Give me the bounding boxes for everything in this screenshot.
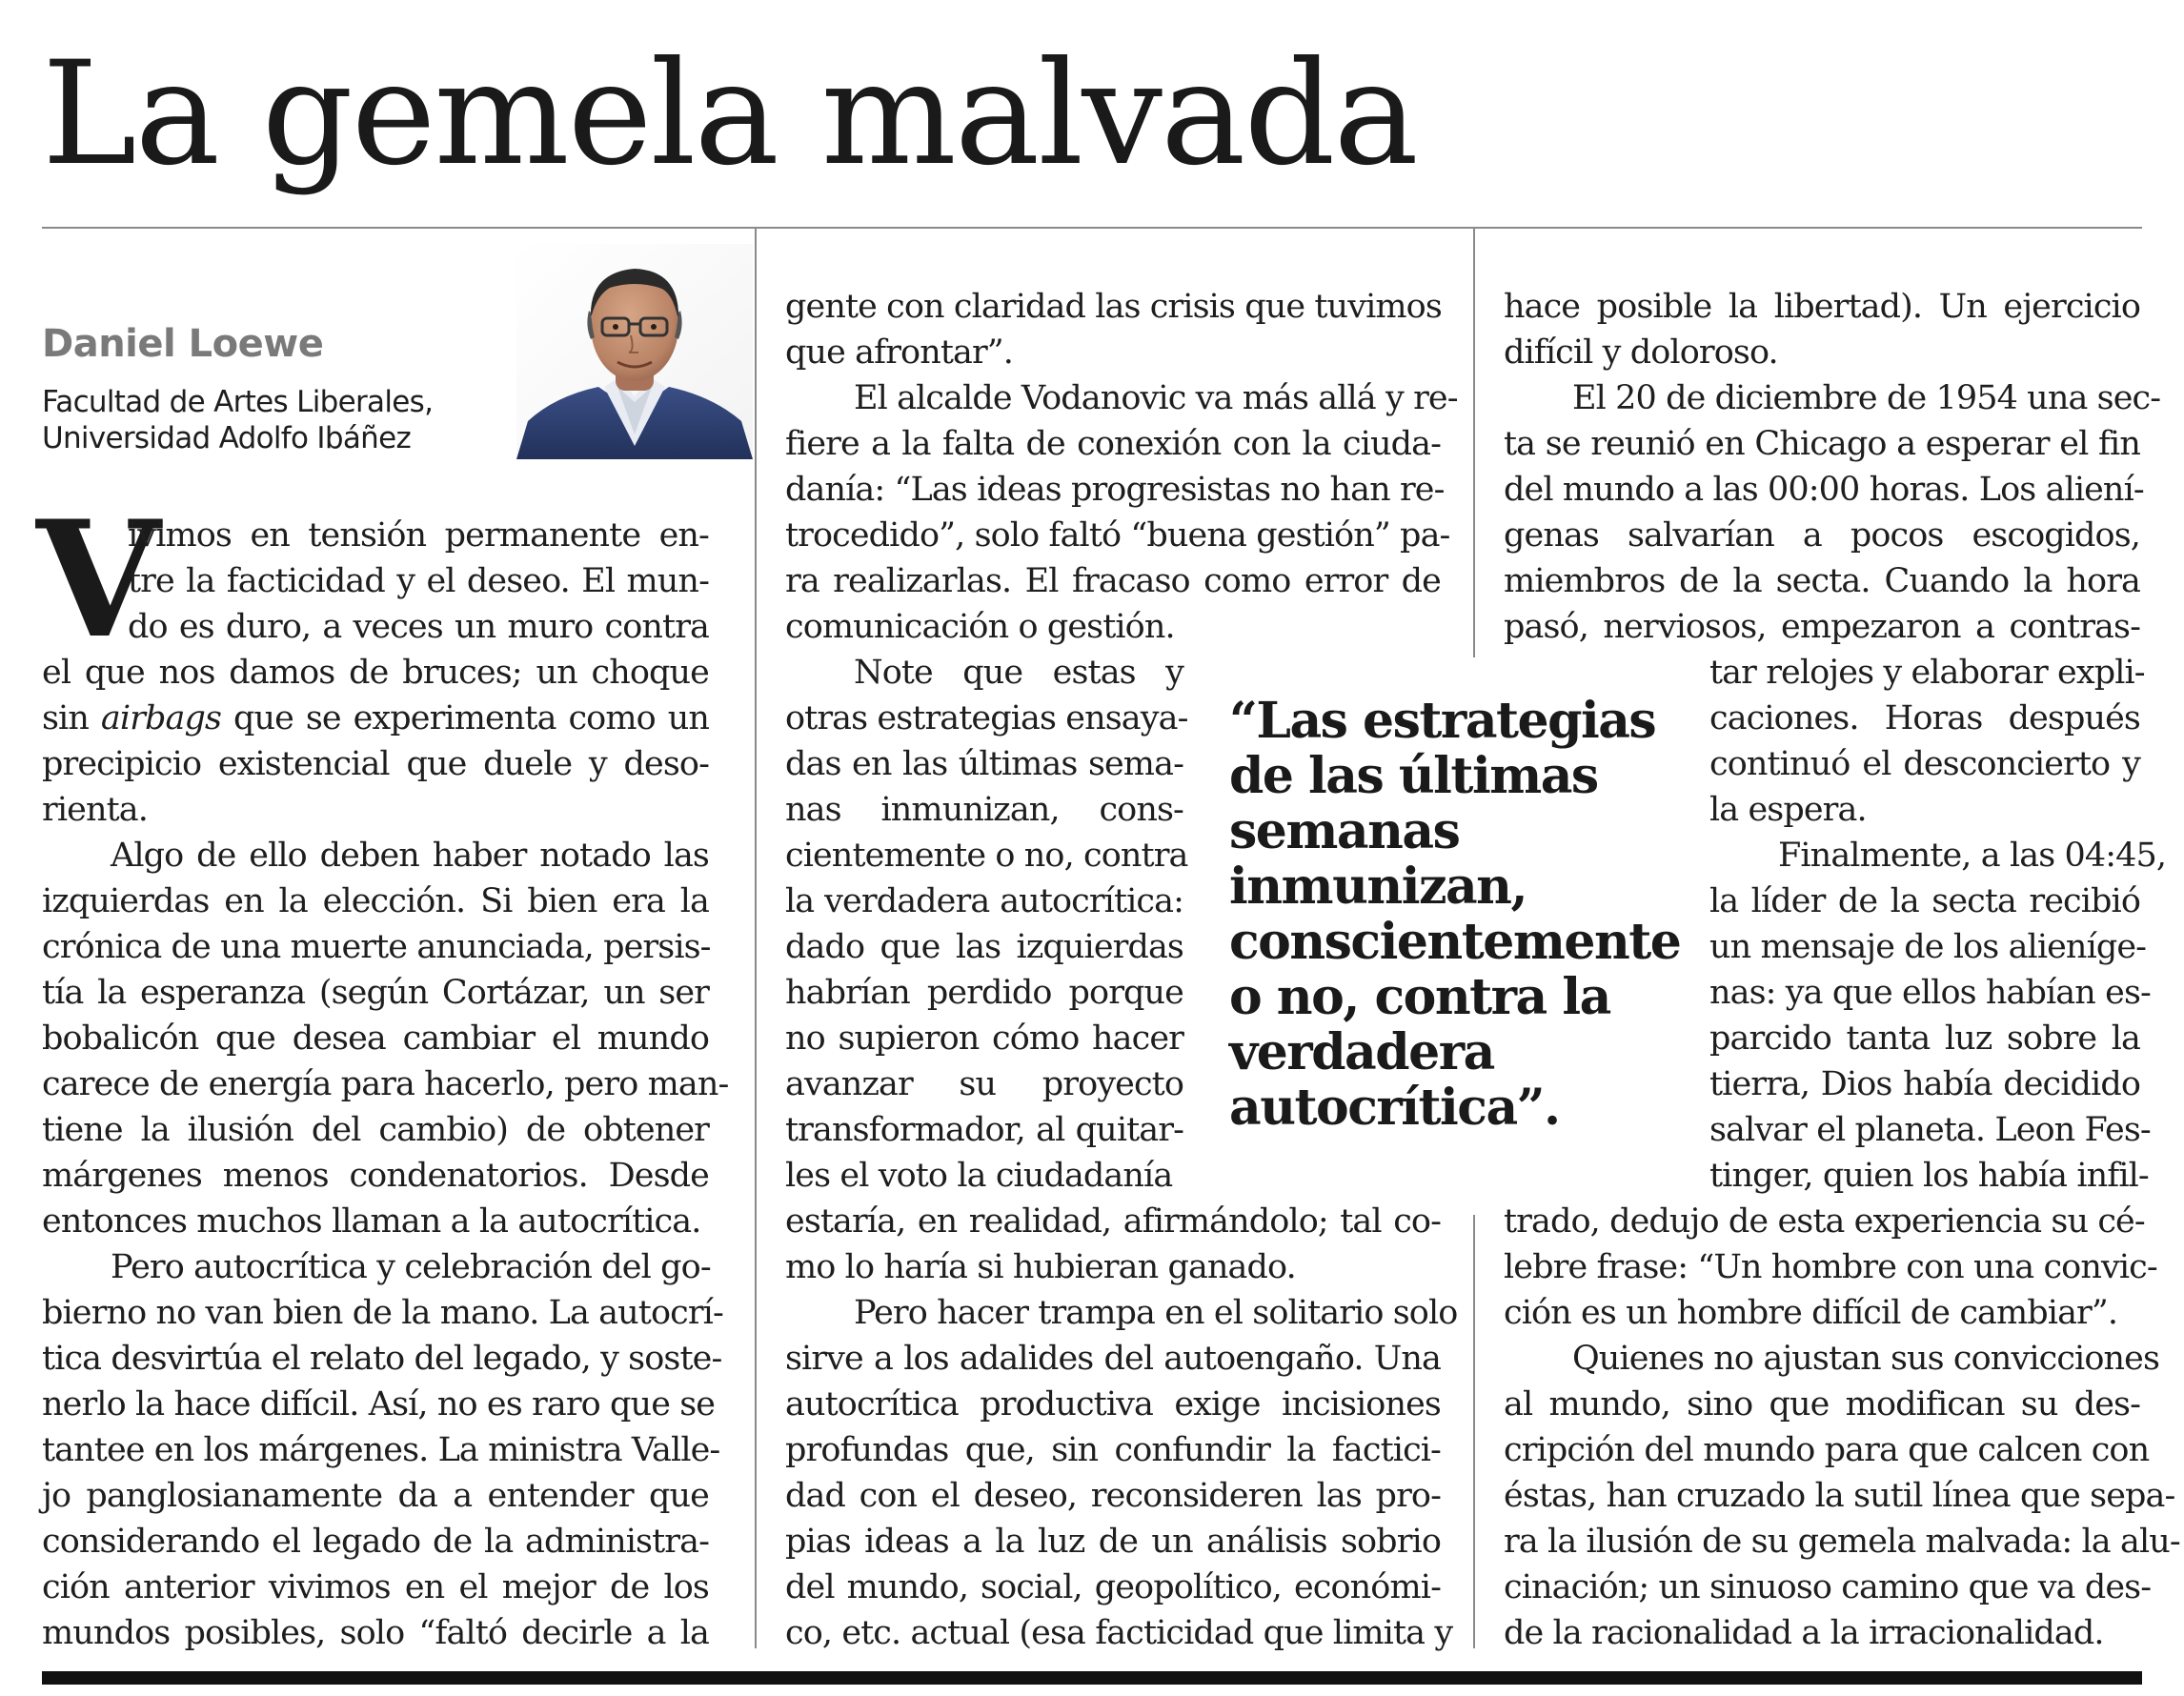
text-line: Algo de ello deben haber notado las bbox=[111, 837, 709, 875]
text-line: estaría, en realidad, afirmándolo; tal co- bbox=[785, 1202, 1441, 1241]
text-line: Pero hacer trampa en el solitario solo bbox=[854, 1294, 1458, 1332]
text-line: otras estrategias ensaya- bbox=[785, 699, 1188, 737]
column-2-upper-body bbox=[785, 284, 1458, 650]
column-3-upper-body bbox=[1504, 284, 2161, 650]
column-2-lower-body bbox=[785, 1199, 1458, 1656]
text-line: Note que estas y bbox=[854, 654, 1183, 692]
column-divider-1 bbox=[755, 229, 757, 1648]
author-affiliation-university: Universidad Adolfo Ibáñez bbox=[42, 421, 412, 455]
text-line: al mundo, sino que modifican su des- bbox=[1504, 1385, 2140, 1423]
author-name: Daniel Loewe bbox=[42, 322, 324, 366]
pull-quote-line: inmunizan, bbox=[1229, 858, 1527, 916]
text-line: un mensaje de los alieníge- bbox=[1709, 928, 2147, 966]
text-line: Pero autocrítica y celebración del go- bbox=[111, 1248, 711, 1286]
text-line: co, etc. actual (esa facticidad que limita y bbox=[785, 1614, 1453, 1652]
text-line: das en las últimas sema- bbox=[785, 745, 1183, 783]
text-line: bobalicón que desea cambiar el mundo bbox=[42, 1020, 709, 1058]
text-line: danía: “Las ideas progresistas no han re- bbox=[785, 471, 1445, 509]
text-line: pasó, nerviosos, empezaron a contras- bbox=[1504, 608, 2140, 646]
text-line: rienta. bbox=[42, 791, 148, 829]
text-line: fiere a la falta de conexión con la ciuda- bbox=[785, 425, 1441, 463]
pull-quote-line: verdadera bbox=[1229, 1023, 1494, 1081]
text-line: pias ideas a la luz de un análisis sobrio bbox=[785, 1523, 1441, 1561]
column-3-narrow-body bbox=[1709, 650, 2167, 1199]
text-line: avanzar su proyecto bbox=[785, 1065, 1183, 1103]
text-line: tre la facticidad y el deseo. El mun- bbox=[128, 562, 709, 600]
pull-quote-line: “Las estrategias bbox=[1229, 692, 1656, 750]
text-line: tinger, quien los había infil- bbox=[1709, 1157, 2149, 1195]
text-line: nerlo la hace difícil. Así, no es raro que se bbox=[42, 1385, 716, 1423]
text-line: difícil y doloroso. bbox=[1504, 333, 1778, 372]
text-line: les el voto la ciudadanía bbox=[785, 1157, 1173, 1195]
text-line: dado que las izquierdas bbox=[785, 928, 1183, 966]
text-line: bierno no van bien de la mano. La autocrí- bbox=[42, 1294, 723, 1332]
text-line: que afrontar”. bbox=[785, 333, 1014, 372]
text-line: la líder de la secta recibió bbox=[1709, 882, 2140, 920]
pull-quote-line: o no, contra la bbox=[1229, 968, 1610, 1026]
text-line: tía la esperanza (según Cortázar, un ser bbox=[42, 974, 709, 1012]
text-line: ivimos en tensión permanente en- bbox=[128, 516, 709, 555]
column-divider-2-upper bbox=[1473, 229, 1475, 657]
text-run: que se experimenta como un bbox=[221, 699, 709, 737]
text-line: tica desvirtúa el relato del legado, y soste- bbox=[42, 1340, 722, 1378]
text-line: la espera. bbox=[1709, 791, 1867, 829]
column-1-dropcap-lines bbox=[128, 513, 709, 650]
text-line: do es duro, a veces un muro contra bbox=[128, 608, 709, 646]
pull-quote-line: autocrítica”. bbox=[1229, 1079, 1560, 1137]
text-line: tantee en los márgenes. La ministra Valle- bbox=[42, 1431, 720, 1469]
text-line: transformador, al quitar- bbox=[785, 1111, 1183, 1149]
text-line: crónica de una muerte anunciada, persis- bbox=[42, 928, 711, 966]
text-line: Quienes no ajustan sus convicciones bbox=[1572, 1340, 2160, 1378]
column-3-lower-body bbox=[1504, 1199, 2180, 1656]
bottom-rule bbox=[42, 1671, 2142, 1685]
headline: La gemela malvada bbox=[42, 31, 1417, 197]
text-line bbox=[42, 696, 709, 741]
pull-quote-line: semanas bbox=[1229, 802, 1460, 860]
text-line: cientemente o no, contra bbox=[785, 837, 1188, 875]
text-line: márgenes menos condenatorios. Desde bbox=[42, 1157, 709, 1195]
text-line: tar relojes y elaborar expli- bbox=[1709, 654, 2145, 692]
text-line: hace posible la libertad). Un ejercicio bbox=[1504, 288, 2140, 326]
text-line: del mundo a las 00:00 horas. Los aliení- bbox=[1504, 471, 2144, 509]
text-run: sin bbox=[42, 699, 101, 737]
text-line: profundas que, sin confundir la factici- bbox=[785, 1431, 1441, 1469]
text-line: ción anterior vivimos en el mejor de los bbox=[42, 1568, 709, 1606]
text-line: trocedido”, solo faltó “buena gestión” pa- bbox=[785, 516, 1450, 555]
text-line: del mundo, social, geopolítico, económi- bbox=[785, 1568, 1441, 1606]
author-photo bbox=[516, 244, 753, 459]
text-line: jo panglosianamente da a entender que bbox=[42, 1477, 709, 1515]
column-2-narrow-body bbox=[785, 650, 1188, 1199]
text-line: tiene la ilusión del cambio) de obtener bbox=[42, 1111, 709, 1149]
text-line: ra realizarlas. El fracaso como error de bbox=[785, 562, 1441, 600]
text-line: salvar el planeta. Leon Fes- bbox=[1709, 1111, 2151, 1149]
text-line: sirve a los adalides del autoengaño. Una bbox=[785, 1340, 1441, 1378]
drop-cap: V bbox=[36, 485, 161, 674]
text-line: nas: ya que ellos habían es- bbox=[1709, 974, 2151, 1012]
pull-quote-line: conscientemente bbox=[1229, 913, 1681, 971]
text-line: ción es un hombre difícil de cambiar”. bbox=[1504, 1294, 2118, 1332]
pull-quote bbox=[1229, 694, 1687, 1136]
text-line: Finalmente, a las 04:45, bbox=[1778, 837, 2167, 875]
text-line: cinación; un sinuoso camino que va des- bbox=[1504, 1568, 2152, 1606]
text-line: izquierdas en la elección. Si bien era la bbox=[42, 882, 709, 920]
pull-quote-line: de las últimas bbox=[1229, 747, 1598, 805]
text-line: carece de energía para hacerlo, pero man- bbox=[42, 1065, 729, 1103]
text-line: no supieron cómo hacer bbox=[785, 1020, 1183, 1058]
text-line: el que nos damos de bruces; un choque bbox=[42, 654, 709, 692]
text-line: dad con el deseo, reconsideren las pro- bbox=[785, 1477, 1441, 1515]
text-line: ra la ilusión de su gemela malvada: la alu- bbox=[1504, 1523, 2180, 1561]
text-line: precipicio existencial que duele y deso- bbox=[42, 745, 709, 783]
emphasis-text: airbags bbox=[100, 699, 222, 737]
text-line: considerando el legado de la administra- bbox=[42, 1523, 709, 1561]
text-line: la verdadera autocrítica: bbox=[785, 882, 1183, 920]
text-line: cripción del mundo para que calcen con bbox=[1504, 1431, 2150, 1469]
text-line: caciones. Horas después bbox=[1709, 699, 2140, 737]
text-line: lebre frase: “Un hombre con una convic- bbox=[1504, 1248, 2157, 1286]
text-line: mundos posibles, solo “faltó decirle a la bbox=[42, 1614, 709, 1652]
text-line: continuó el desconcierto y bbox=[1709, 745, 2140, 783]
text-line: mo lo haría si hubieran ganado. bbox=[785, 1248, 1296, 1286]
text-line: de la racionalidad a la irracionalidad. bbox=[1504, 1614, 2104, 1652]
text-line: gente con claridad las crisis que tuvimos bbox=[785, 288, 1442, 326]
text-line: entonces muchos llaman a la autocrítica. bbox=[42, 1202, 701, 1241]
top-rule bbox=[42, 227, 2142, 229]
text-line: habrían perdido porque bbox=[785, 974, 1183, 1012]
text-line: nas inmunizan, cons- bbox=[785, 791, 1183, 829]
text-line: trado, dedujo de esta experiencia su cé- bbox=[1504, 1202, 2145, 1241]
text-line: parcido tanta luz sobre la bbox=[1709, 1020, 2140, 1058]
text-line: tierra, Dios había decidido bbox=[1709, 1065, 2140, 1103]
text-line: comunicación o gestión. bbox=[785, 608, 1175, 646]
text-line: genas salvarían a pocos escogidos, bbox=[1504, 516, 2140, 555]
text-line: éstas, han cruzado la sutil línea que sepa- bbox=[1504, 1477, 2175, 1515]
text-line: El 20 de diciembre de 1954 una sec- bbox=[1572, 379, 2161, 417]
column-divider-2-lower bbox=[1473, 1215, 1475, 1648]
text-line: ta se reunió en Chicago a esperar el fin bbox=[1504, 425, 2140, 463]
column-1-body bbox=[42, 650, 729, 1656]
author-affiliation-faculty: Facultad de Artes Liberales, bbox=[42, 385, 434, 419]
text-line: El alcalde Vodanovic va más allá y re- bbox=[854, 379, 1458, 417]
text-line: miembros de la secta. Cuando la hora bbox=[1504, 562, 2140, 600]
text-line: autocrítica productiva exige incisiones bbox=[785, 1385, 1441, 1423]
